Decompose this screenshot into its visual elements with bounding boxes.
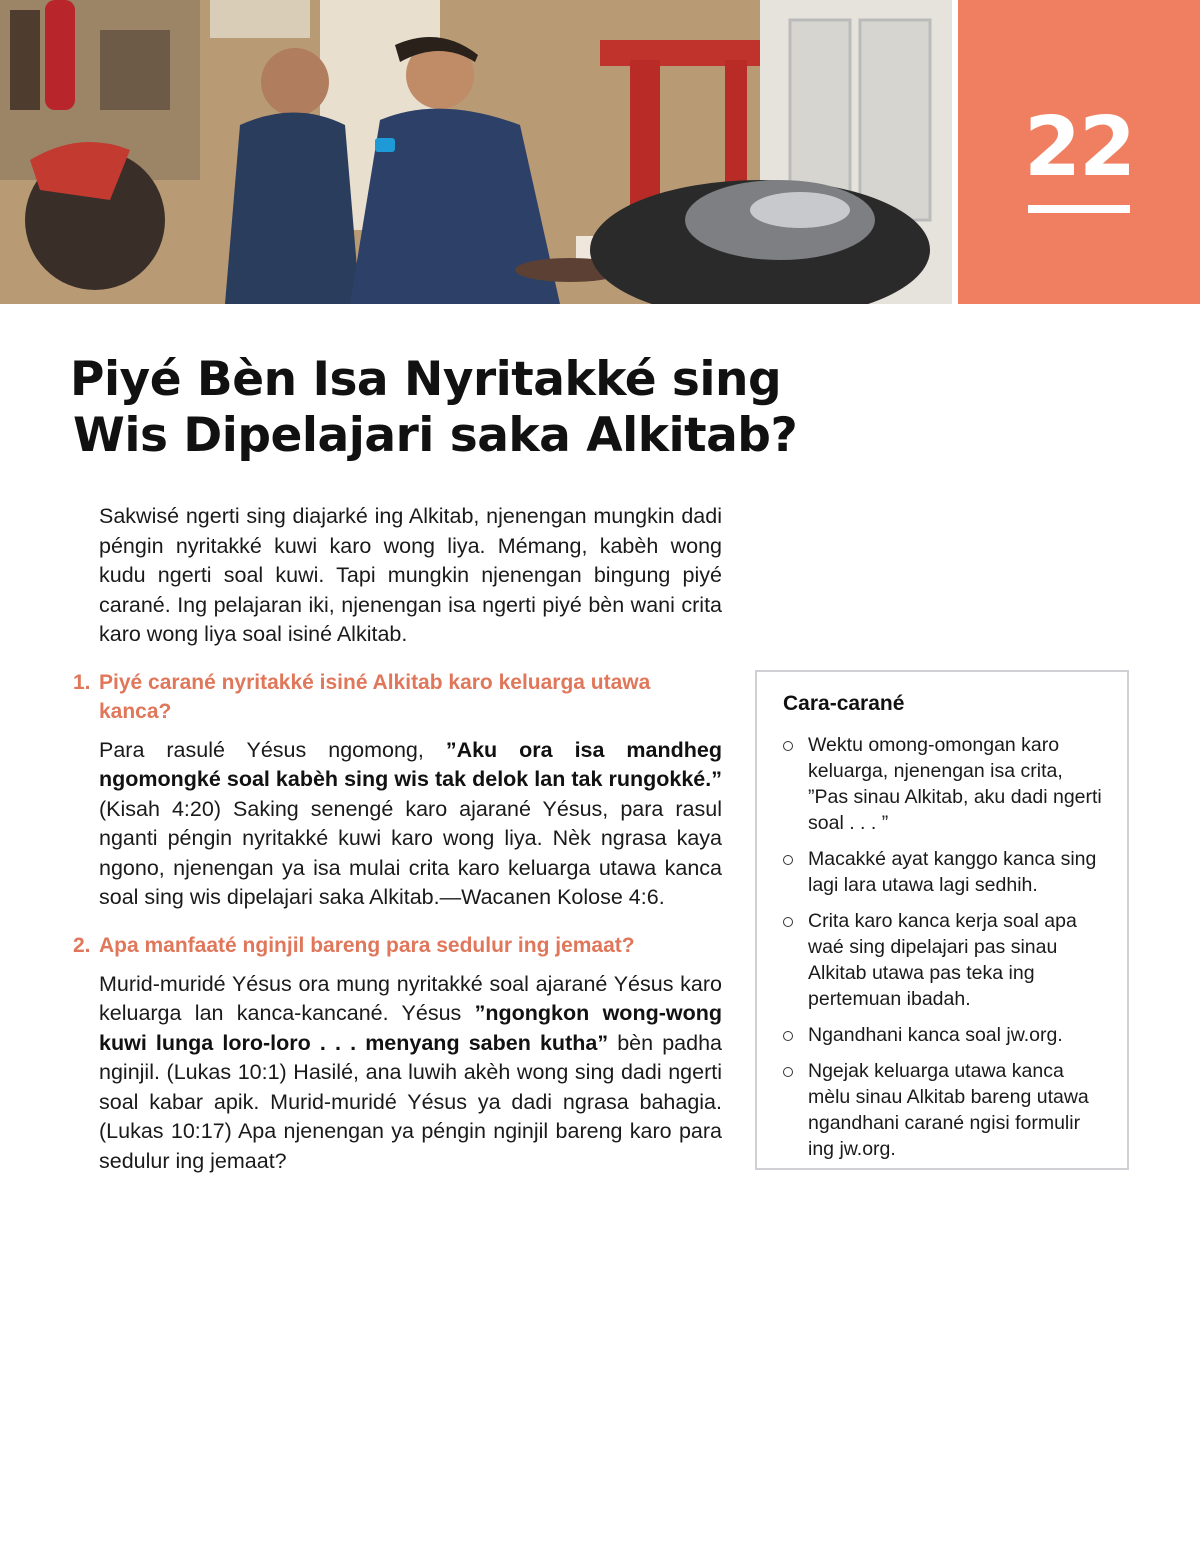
lesson-number-box xyxy=(958,0,1200,304)
header-photo xyxy=(0,0,952,304)
lesson-number-underline xyxy=(1028,205,1130,213)
page-title-line-1: Piyé Bèn Isa Nyritakké sing xyxy=(70,352,782,407)
tip-text: Macakké ayat kanggo kanca sing lagi lara utawa lagi sedhih. xyxy=(808,848,1097,896)
question-1-text: Piyé carané nyritakké isiné Alkitab karo keluarga utawa kanca? xyxy=(99,670,651,723)
circle-bullet-icon xyxy=(783,741,793,751)
question-1-number: 1. xyxy=(73,670,91,694)
tip-item xyxy=(783,732,1105,836)
tips-box xyxy=(755,670,1129,1170)
question-2-text: Apa manfaaté nginjil bareng para sedulur ing jemaat? xyxy=(99,933,635,957)
tips-list xyxy=(783,732,1105,1162)
question-2-number: 2. xyxy=(73,933,91,957)
answer-1-quote: ”Aku ora isa mandheg ngomongké soal kabèh sing wis tak delok lan tak rungokké.” xyxy=(99,737,722,791)
tip-item xyxy=(783,908,1105,1012)
answer-1-paragraph xyxy=(70,736,722,913)
main-column xyxy=(70,502,722,1176)
garage-scene-image xyxy=(0,0,952,304)
tip-item xyxy=(783,846,1105,898)
circle-bullet-icon xyxy=(783,917,793,927)
tip-text: Ngejak keluarga utawa kanca mèlu sinau Alkitab bareng utawa ngandhani carané ngisi formulir ing jw.org. xyxy=(808,1060,1089,1160)
circle-bullet-icon xyxy=(783,1067,793,1077)
answer-2-text-a: Murid-muridé Yésus ora mung nyritakké soal ajarané Yésus karo keluarga lan kanca-kancané. Yésus xyxy=(99,971,722,1025)
tips-heading: Cara-carané xyxy=(783,692,905,715)
answer-1-text-b: (Kisah 4:20) Saking senengé karo ajarané Yésus, para rasul nganti péngin nyritakké kuwi karo wong liya. Nèk ngrasa kaya ngono, njenengan ya isa mulai crita karo keluarga utawa kanca soal sing wis dipelajari saka Alkitab.—Wacanen Kolose 4:6. xyxy=(99,796,722,909)
answer-2-paragraph xyxy=(70,970,722,1177)
question-2 xyxy=(70,931,722,960)
tip-text: Wektu omong-omongan karo keluarga, njenengan isa crita, ”Pas sinau Alkitab, aku dadi ngerti soal . . . ” xyxy=(808,734,1102,834)
page-title xyxy=(70,352,830,464)
answer-2-quote: ”ngongkon wong-wong kuwi lunga loro-loro . . . menyang saben kutha” xyxy=(99,1001,722,1055)
lesson-number: 22 xyxy=(1023,100,1135,195)
page-title-line-2: Wis Dipelajari saka Alkitab? xyxy=(73,408,798,463)
question-1 xyxy=(70,668,722,726)
tip-item xyxy=(783,1058,1105,1162)
tip-text: Crita karo kanca kerja soal apa waé sing dipelajari pas sinau Alkitab utawa pas teka ing pertemuan ibadah. xyxy=(808,910,1077,1010)
circle-bullet-icon xyxy=(783,855,793,865)
tip-item xyxy=(783,1022,1105,1048)
answer-1-text-a: Para rasulé Yésus ngomong, xyxy=(99,737,446,762)
circle-bullet-icon xyxy=(783,1031,793,1041)
intro-paragraph: Sakwisé ngerti sing diajarké ing Alkitab, njenengan mungkin dadi péngin nyritakké kuwi karo wong liya. Mémang, kabèh wong kudu ngerti soal kuwi. Tapi mungkin njenengan bingung piyé carané. Ing pelajaran iki, njenengan isa ngerti piyé bèn wani crita karo wong liya soal isiné Alkitab. xyxy=(99,504,722,646)
answer-2-text-b: bèn padha nginjil. (Lukas 10:1) Hasilé, ana luwih akèh wong sing dadi ngerti soal kabar apik. Murid-muridé Yésus ya dadi ngrasa bahagia. (Lukas 10:17) Apa njenengan ya péngin nginjil bareng karo para sedulur ing jemaat? xyxy=(99,1030,722,1173)
tip-text: Ngandhani kanca soal jw.org. xyxy=(808,1024,1063,1046)
